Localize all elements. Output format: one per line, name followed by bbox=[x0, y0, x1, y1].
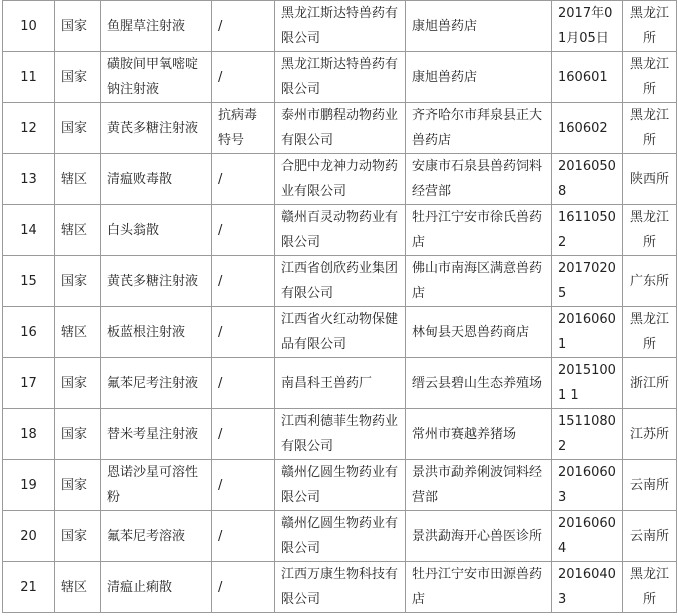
cell-sampled-unit: 佛山市南海区满意兽药店 bbox=[406, 256, 552, 307]
cell-manufacturer: 江西省火红动物保健品有限公司 bbox=[275, 307, 406, 358]
cell-specification: / bbox=[212, 460, 275, 511]
cell-sampled-unit: 康旭兽药店 bbox=[406, 1, 552, 52]
cell-specification: / bbox=[212, 1, 275, 52]
cell-product-name: 鱼腥草注射液 bbox=[101, 1, 212, 52]
cell-testing-institute: 黑龙江所 bbox=[623, 103, 677, 154]
cell-specification: / bbox=[212, 358, 275, 409]
cell-product-name: 氟苯尼考溶液 bbox=[101, 511, 212, 562]
cell-testing-institute: 江苏所 bbox=[623, 409, 677, 460]
cell-testing-institute: 黑龙江所 bbox=[623, 562, 677, 613]
cell-manufacturer: 南昌科王兽药厂 bbox=[275, 358, 406, 409]
cell-number: 21 bbox=[3, 562, 55, 613]
cell-batch-number: 20160604 bbox=[552, 511, 623, 562]
cell-level: 国家 bbox=[55, 1, 101, 52]
cell-testing-institute: 广东所 bbox=[623, 256, 677, 307]
cell-product-name: 清瘟败毒散 bbox=[101, 154, 212, 205]
cell-sampled-unit: 景洪市勐养俐波饲料经营部 bbox=[406, 460, 552, 511]
cell-batch-number: 20160508 bbox=[552, 154, 623, 205]
table-row bbox=[3, 307, 677, 358]
cell-manufacturer: 合肥中龙神力动物药业有限公司 bbox=[275, 154, 406, 205]
cell-sampled-unit: 齐齐哈尔市拜泉县正大兽药店 bbox=[406, 103, 552, 154]
table-row bbox=[3, 562, 677, 613]
cell-number: 14 bbox=[3, 205, 55, 256]
cell-level: 国家 bbox=[55, 409, 101, 460]
table-row bbox=[3, 409, 677, 460]
cell-product-name: 白头翁散 bbox=[101, 205, 212, 256]
cell-batch-number: 160602 bbox=[552, 103, 623, 154]
cell-testing-institute: 云南所 bbox=[623, 511, 677, 562]
cell-manufacturer: 江西利德菲生物药业有限公司 bbox=[275, 409, 406, 460]
cell-level: 国家 bbox=[55, 103, 101, 154]
table-body bbox=[3, 1, 677, 613]
cell-level: 国家 bbox=[55, 460, 101, 511]
cell-batch-number: 20170205 bbox=[552, 256, 623, 307]
cell-manufacturer: 赣州亿圆生物药业有限公司 bbox=[275, 511, 406, 562]
cell-manufacturer: 江西省创欣药业集团有限公司 bbox=[275, 256, 406, 307]
cell-number: 13 bbox=[3, 154, 55, 205]
cell-batch-number: 20160601 bbox=[552, 307, 623, 358]
cell-manufacturer: 黑龙江斯达特兽药有限公司 bbox=[275, 1, 406, 52]
cell-specification: / bbox=[212, 52, 275, 103]
cell-number: 15 bbox=[3, 256, 55, 307]
cell-sampled-unit: 常州市赛越养猪场 bbox=[406, 409, 552, 460]
table-row bbox=[3, 205, 677, 256]
cell-number: 12 bbox=[3, 103, 55, 154]
cell-product-name: 黄芪多糖注射液 bbox=[101, 103, 212, 154]
table-row bbox=[3, 256, 677, 307]
table-row bbox=[3, 154, 677, 205]
cell-level: 国家 bbox=[55, 256, 101, 307]
cell-product-name: 板蓝根注射液 bbox=[101, 307, 212, 358]
cell-specification: / bbox=[212, 409, 275, 460]
cell-product-name: 磺胺间甲氧嘧啶钠注射液 bbox=[101, 52, 212, 103]
cell-level: 国家 bbox=[55, 511, 101, 562]
cell-specification: / bbox=[212, 205, 275, 256]
cell-level: 辖区 bbox=[55, 307, 101, 358]
cell-level: 辖区 bbox=[55, 154, 101, 205]
cell-sampled-unit: 缙云县碧山生态养殖场 bbox=[406, 358, 552, 409]
cell-product-name: 替米考星注射液 bbox=[101, 409, 212, 460]
cell-number: 18 bbox=[3, 409, 55, 460]
cell-sampled-unit: 康旭兽药店 bbox=[406, 52, 552, 103]
cell-batch-number: 20160403 bbox=[552, 562, 623, 613]
cell-testing-institute: 黑龙江所 bbox=[623, 205, 677, 256]
cell-testing-institute: 陕西所 bbox=[623, 154, 677, 205]
table-row bbox=[3, 52, 677, 103]
cell-manufacturer: 泰州市鹏程动物药业有限公司 bbox=[275, 103, 406, 154]
cell-sampled-unit: 安康市石泉县兽药饲料经营部 bbox=[406, 154, 552, 205]
cell-testing-institute: 云南所 bbox=[623, 460, 677, 511]
cell-manufacturer: 赣州百灵动物药业有限公司 bbox=[275, 205, 406, 256]
cell-testing-institute: 浙江所 bbox=[623, 358, 677, 409]
cell-sampled-unit: 牡丹江宁安市徐氏兽药店 bbox=[406, 205, 552, 256]
cell-level: 辖区 bbox=[55, 562, 101, 613]
cell-product-name: 氟苯尼考注射液 bbox=[101, 358, 212, 409]
cell-batch-number: 160601 bbox=[552, 52, 623, 103]
cell-number: 16 bbox=[3, 307, 55, 358]
cell-product-name: 恩诺沙星可溶性粉 bbox=[101, 460, 212, 511]
cell-testing-institute: 黑龙江所 bbox=[623, 52, 677, 103]
product-table-container bbox=[2, 0, 676, 613]
table-row bbox=[3, 103, 677, 154]
cell-batch-number: 20151001 1 bbox=[552, 358, 623, 409]
cell-specification: / bbox=[212, 562, 275, 613]
cell-testing-institute: 黑龙江所 bbox=[623, 307, 677, 358]
cell-number: 11 bbox=[3, 52, 55, 103]
cell-specification: / bbox=[212, 154, 275, 205]
table-row bbox=[3, 358, 677, 409]
sampling-results-table bbox=[2, 0, 677, 613]
table-row bbox=[3, 460, 677, 511]
cell-testing-institute: 黑龙江所 bbox=[623, 1, 677, 52]
cell-batch-number: 2017年01月05日 bbox=[552, 1, 623, 52]
cell-level: 国家 bbox=[55, 52, 101, 103]
cell-specification: / bbox=[212, 256, 275, 307]
cell-manufacturer: 黑龙江斯达特兽药有限公司 bbox=[275, 52, 406, 103]
cell-level: 辖区 bbox=[55, 205, 101, 256]
cell-sampled-unit: 林甸县天恩兽药商店 bbox=[406, 307, 552, 358]
cell-number: 20 bbox=[3, 511, 55, 562]
cell-manufacturer: 江西万康生物科技有限公司 bbox=[275, 562, 406, 613]
cell-number: 10 bbox=[3, 1, 55, 52]
table-row bbox=[3, 511, 677, 562]
cell-product-name: 清瘟止痢散 bbox=[101, 562, 212, 613]
cell-number: 19 bbox=[3, 460, 55, 511]
cell-level: 国家 bbox=[55, 358, 101, 409]
cell-specification: 抗病毒特号 bbox=[212, 103, 275, 154]
cell-sampled-unit: 景洪勐海开心兽医诊所 bbox=[406, 511, 552, 562]
table-row bbox=[3, 1, 677, 52]
cell-sampled-unit: 牡丹江宁安市田源兽药店 bbox=[406, 562, 552, 613]
cell-batch-number: 16110502 bbox=[552, 205, 623, 256]
cell-manufacturer: 赣州亿圆生物药业有限公司 bbox=[275, 460, 406, 511]
cell-specification: / bbox=[212, 307, 275, 358]
cell-batch-number: 15110802 bbox=[552, 409, 623, 460]
cell-specification: / bbox=[212, 511, 275, 562]
cell-product-name: 黄芪多糖注射液 bbox=[101, 256, 212, 307]
cell-number: 17 bbox=[3, 358, 55, 409]
cell-batch-number: 20160603 bbox=[552, 460, 623, 511]
